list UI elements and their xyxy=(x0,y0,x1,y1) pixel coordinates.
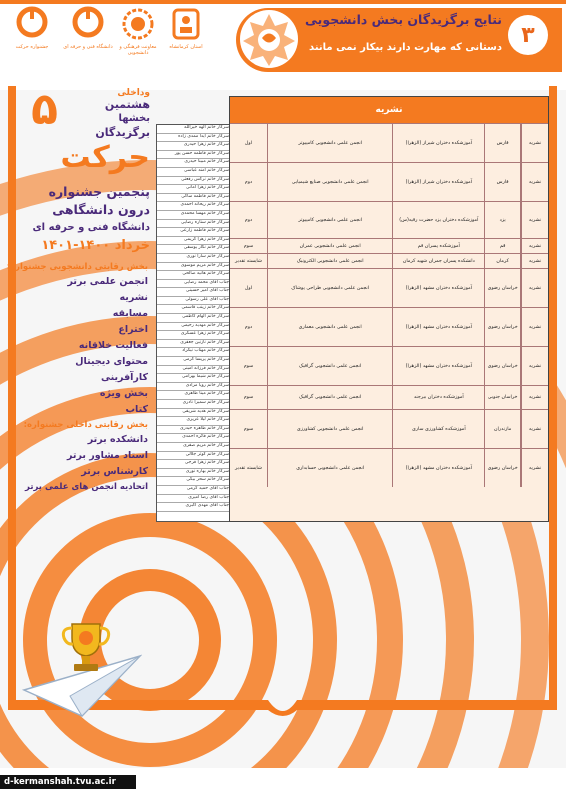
logo-4-caption: استان کرمانشاه xyxy=(169,44,203,50)
college-cell: آموزشکده دختران یزد حضرت رقیه(س) xyxy=(393,202,485,238)
province-cell: خراسان رضوی xyxy=(485,269,521,307)
title-line-2: هشتمین xyxy=(104,98,150,111)
name-row: سرکار خانم پریسا کرمی xyxy=(157,357,231,366)
name-row: سرکار خانم مهسا محمدی xyxy=(157,211,231,220)
name-row: سرکار خانم سارا نوری xyxy=(157,254,231,263)
rank-cell: اول xyxy=(230,269,268,307)
name-row: سرکار خانم زهرا عسگری xyxy=(157,331,231,340)
title-line-6: پنجمین جشنواره xyxy=(48,184,150,199)
college-cell: آموزشکده دختران شیراز (الزهرا) xyxy=(393,163,485,201)
name-row: سرکار خانم شیما بهرامی xyxy=(157,374,231,383)
name-row: سرکار خانم مریم صفری xyxy=(157,443,231,452)
table-row xyxy=(230,346,548,385)
category-item: استاد مشاور برتر xyxy=(67,450,148,461)
category-item: فعالیت خلاقانه xyxy=(78,340,148,351)
logo-1-icon xyxy=(12,6,52,42)
category-item: اختراع xyxy=(118,324,148,335)
title-line-7: درون دانشگاهی xyxy=(52,202,150,217)
name-row: سرکار خانم آیدا ممدی زاده xyxy=(157,134,231,143)
name-row: سرکار خانم فائزه احمدی xyxy=(157,434,231,443)
category-item: محتوای دیجیتال xyxy=(75,356,148,367)
name-row: سرکار خانم زهرا امانی xyxy=(157,185,231,194)
association-cell: انجمن علمی دانشجویی کشاورزی xyxy=(268,410,394,448)
results-table xyxy=(229,96,549,522)
rank-cell: شایسته تقدیر xyxy=(230,254,268,268)
association-cell: انجمن علمی دانشجویی کامپیوتر xyxy=(268,202,394,238)
name-row: سرکار خانم زینب قاسمی xyxy=(157,305,231,314)
province-cell: خراسان جنوبی xyxy=(485,386,521,409)
name-row: سرکار خانم مبینا حیدری xyxy=(157,159,231,168)
category-item: بخش ویژه xyxy=(99,388,148,399)
rank-cell: سوم xyxy=(230,386,268,409)
name-row: سرکار خانم زهرا کریمی xyxy=(157,237,231,246)
category-item: انجمن علمی برتر xyxy=(67,276,148,287)
category-cell: نشریه xyxy=(528,217,542,223)
association-cell: انجمن علمی دانشجویی گرافیک xyxy=(268,386,394,409)
name-row: سرکار خانم نرگس رفعتی xyxy=(157,177,231,186)
name-row: سرکار خانم فاطمه ساکی xyxy=(157,194,231,203)
province-cell: خراسان رضوی xyxy=(485,347,521,385)
category-cell: نشریه xyxy=(528,395,542,401)
page-subtitle: دستانی که مهارت دارند بیکار نمی مانند xyxy=(309,42,502,53)
association-cell: انجمن علمی دانشجویی حسابداری xyxy=(268,449,394,487)
province-cell: فارس xyxy=(485,163,521,201)
category-item: اتحادیه انجمن های علمی برتر xyxy=(25,482,148,492)
category-item: کارشناس برتر xyxy=(81,466,148,477)
name-row: سرکار خانم الهام کاظمی xyxy=(157,314,231,323)
winner-names-column xyxy=(156,124,232,522)
name-row: سرکار خانم ستاره رضایی xyxy=(157,220,231,229)
association-cell: انجمن علمی دانشجویی کامپیوتر xyxy=(268,124,394,162)
province-cell: یزد xyxy=(485,202,521,238)
harekat-title: حرکت xyxy=(60,140,150,175)
name-row: جناب آقای امیر حسینی xyxy=(157,288,231,297)
college-cell: آموزشکده دختران مشهد (الزهرا) xyxy=(393,269,485,307)
name-row: سرکار خانم سحر بیگی xyxy=(157,477,231,486)
table-row xyxy=(230,385,548,409)
big-number: ۵ xyxy=(31,84,58,135)
name-row: سرکار خانم نگار یوسفی xyxy=(157,245,231,254)
association-cell: انجمن علمی دانشجویی طراحی پوشاک xyxy=(268,269,394,307)
name-row: سرکار خانم زهرا فرجی xyxy=(157,460,231,469)
association-cell: انجمن علمی دانشجویی عمران xyxy=(268,239,394,253)
college-cell: آموزشکده دختران مشهد (الزهرا) xyxy=(393,347,485,385)
province-cell: کرمان xyxy=(485,254,521,268)
association-cell: انجمن علمی دانشجویی گرافیک xyxy=(268,347,394,385)
name-row: سرکار خانم نازنین جعفری xyxy=(157,340,231,349)
category-item: کارآفرینی xyxy=(100,372,148,383)
association-cell: انجمن علمی دانشجویی صنایع شیمیایی xyxy=(268,163,394,201)
name-row: جناب آقای علی رسولی xyxy=(157,297,231,306)
title-line-4: برگزیدگان xyxy=(95,126,150,139)
title-line-8: دانشگاه فنی و حرفه ای xyxy=(32,222,150,233)
college-cell: آموزشکده دختران مشهد (الزهرا) xyxy=(393,308,485,346)
name-row: جناب آقای محمد رضایی xyxy=(157,280,231,289)
name-row: سرکار خانم مریم موسوی xyxy=(157,263,231,272)
page-title: نتایج برگزیدگان بخش دانشجویی xyxy=(305,12,502,27)
rank-cell: سوم xyxy=(230,239,268,253)
category-cell: نشریه xyxy=(528,363,542,369)
province-cell: خراسان رضوی xyxy=(485,449,521,487)
logo-4-icon xyxy=(166,6,206,42)
logo-2-icon xyxy=(68,6,108,42)
college-cell: آموزشکده کشاورزی ساری xyxy=(393,410,485,448)
college-cell: دانشکده پسران جمران شهید کرمان xyxy=(393,254,485,268)
name-row: سرکار خانم بهاره نوری xyxy=(157,469,231,478)
province-cell: فارس xyxy=(485,124,521,162)
table-row xyxy=(230,162,548,201)
college-cell: آموزشکده دختران مشهد (الزهرا) xyxy=(393,449,485,487)
page-number-badge: ٣ xyxy=(508,15,548,55)
table-row xyxy=(230,253,548,268)
name-row: سرکار خانم آمنه عباسی xyxy=(157,168,231,177)
province-cell: قم xyxy=(485,239,521,253)
book-frame-left xyxy=(8,86,16,706)
association-cell: انجمن علمی دانشجویی الکترونیک xyxy=(268,254,394,268)
table-body xyxy=(230,123,548,487)
province-cell: مازندران xyxy=(485,410,521,448)
college-cell: آموزشکده دختران بیرجند xyxy=(393,386,485,409)
name-row: سرکار خانم هدیه شریفی xyxy=(157,409,231,418)
category-cell: نشریه xyxy=(528,285,542,291)
name-row: سرکار خانم فاطمه زارعی xyxy=(157,228,231,237)
logo-3-caption: معاونت فرهنگی و دانشجویی xyxy=(119,44,157,56)
trophy-icon xyxy=(56,618,116,678)
name-row: سرکار خانم کوثر جلالی xyxy=(157,452,231,461)
logo-2-caption: دانشگاه فنی و حرفه ای xyxy=(63,44,113,50)
name-row: سرکار خانم رویا مرادی xyxy=(157,383,231,392)
name-row: سرکار خانم زهرا حیدری xyxy=(157,142,231,151)
category-item: مسابقه xyxy=(112,308,148,319)
rank-cell: دوم xyxy=(230,163,268,201)
name-row: سرکار خانم سمیرا نادری xyxy=(157,400,231,409)
table-row xyxy=(230,409,548,448)
category-cell: نشریه xyxy=(528,258,542,264)
name-row: جناب آقای حمید کرمی xyxy=(157,486,231,495)
name-row: سرکار خانم مینا طاهری xyxy=(157,391,231,400)
rank-cell: دوم xyxy=(230,202,268,238)
logo-1-caption: جشنواره حرکت xyxy=(15,44,49,50)
name-row: جناب آقای مهدی اکبری xyxy=(157,503,231,512)
categories-head-1: بخش رقابتی دانشجویی جشنواره: xyxy=(6,262,148,272)
college-cell: آموزشکده پسران قم xyxy=(393,239,485,253)
name-row: سرکار خانم ریحانه احمدی xyxy=(157,202,231,211)
rank-cell: اول xyxy=(230,124,268,162)
title-line-1: وداخلی xyxy=(117,88,150,98)
name-row: سرکار خانم الهه خیرالله xyxy=(157,125,231,134)
category-cell: نشریه xyxy=(528,179,542,185)
rank-cell: دوم xyxy=(230,308,268,346)
categories-head-2: بخش رقابتی داخلی جشنواره: xyxy=(23,420,148,430)
name-row: سرکار خانم لیلا عزیزی xyxy=(157,417,231,426)
table-row xyxy=(230,238,548,253)
table-row xyxy=(230,268,548,307)
title-line-3: بخشها xyxy=(118,113,150,124)
province-cell: خراسان رضوی xyxy=(485,308,521,346)
table-row xyxy=(230,201,548,238)
left-panel xyxy=(6,84,154,526)
festival-dates: خرداد ۱۴۰۰-۱۴۰۱ xyxy=(41,238,150,253)
category-cell: نشریه xyxy=(528,243,542,249)
college-cell: آموزشکده دختران شیراز (الزهرا) xyxy=(393,124,485,162)
association-cell: انجمن علمی دانشجویی معماری xyxy=(268,308,394,346)
name-row: سرکار خانم مهتاب نیکزاد xyxy=(157,348,231,357)
logo-3-icon xyxy=(118,6,158,42)
name-row: سرکار خانم طاهره حیدری xyxy=(157,426,231,435)
table-row xyxy=(230,123,548,162)
category-cell: نشریه xyxy=(528,465,542,471)
name-row: سرکار خانم فاطمه حسن پور xyxy=(157,151,231,160)
table-row xyxy=(230,448,548,487)
rank-cell: سوم xyxy=(230,347,268,385)
category-cell: نشریه xyxy=(528,426,542,432)
footer-url[interactable]: d-kermanshah.tvu.ac.ir xyxy=(4,777,116,787)
book-frame-right xyxy=(549,86,557,706)
name-row: سرکار خانم مهدیه رحیمی xyxy=(157,323,231,332)
category-item: دانشکده برتر xyxy=(87,434,148,445)
table-title: نشریه xyxy=(230,97,548,123)
name-row: سرکار خانم فرزانه امینی xyxy=(157,366,231,375)
category-item: نشریه xyxy=(119,292,148,303)
rank-cell: سوم xyxy=(230,410,268,448)
rank-cell: شایسته تقدیر xyxy=(230,449,268,487)
name-row: سرکار خانم هانیه صالحی xyxy=(157,271,231,280)
name-row: جناب آقای رضا امیری xyxy=(157,495,231,504)
table-row xyxy=(230,307,548,346)
category-cell: نشریه xyxy=(528,140,542,146)
category-item: کتاب xyxy=(125,404,148,415)
category-cell: نشریه xyxy=(528,324,542,330)
